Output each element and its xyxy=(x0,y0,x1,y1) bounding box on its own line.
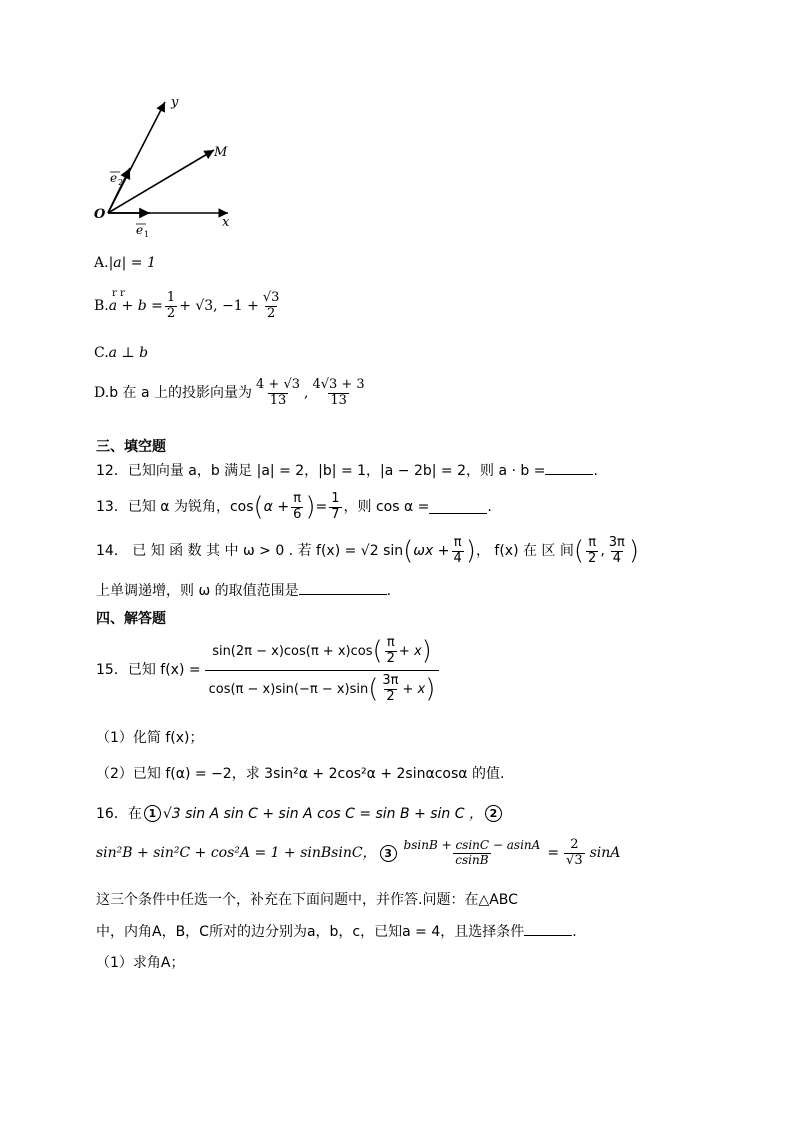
question-16: 16．在 1 √3 sin A sin C + sin A cos C = sin B + sin C ， 2 xyxy=(96,805,502,822)
option-d-frac2: $\frac{4√3 + 3}{13}$ xyxy=(312,377,365,408)
condition-1-marker: 1 xyxy=(144,805,161,822)
question-12: 12．已知向量 a，b 满足 |a| = 2，|b| = 1，|a − 2b| = 2，则 a · b = . xyxy=(96,463,598,479)
option-d-frac1: $\frac{4 + √3}{13}$ xyxy=(256,377,300,408)
vector-figure xyxy=(90,90,250,240)
label-m: M xyxy=(214,145,228,160)
label-e2: e xyxy=(110,171,118,185)
section-heading-fill-blank: 三、填空题 xyxy=(96,439,166,455)
label-y: y xyxy=(171,95,179,110)
question-14-line2: 上单调递增，则 ω 的取值范围是 . xyxy=(96,583,392,599)
label-o: O xyxy=(94,207,106,222)
question-16-line4: 中，内角A，B，C所对的边分别为a，b，c，已知a = 4，且选择条件 . xyxy=(96,924,577,940)
section-heading-solutions: 四、解答题 xyxy=(96,611,166,627)
answer-blank-14[interactable] xyxy=(299,582,387,595)
question-13: 13．已知 α 为锐角，cos ( α + $\frac{\pi}{6}$ ) = $\frac{1}{7}$ ，则 cos α = . xyxy=(96,491,492,523)
question-16-line3: 这三个条件中任选一个，补充在下面问题中，并作答.问题：在△ABC xyxy=(96,892,518,908)
label-e1-sub: 1 xyxy=(144,230,150,239)
option-a: A.|a| = 1 xyxy=(94,255,156,271)
condition-3-marker: 3 xyxy=(380,845,397,862)
option-b-marks: r r xyxy=(112,288,125,299)
answer-blank-12[interactable] xyxy=(545,462,593,475)
option-b-frac1: $\frac{1}{2}$ xyxy=(166,290,176,321)
question-16-part1: （1）求角A； xyxy=(96,955,185,971)
option-d: D. b 在 a 上的投影向量为 $\frac{4 + √3}{13}$ , $\frac{4√3 + 3}{13}$ xyxy=(94,377,365,408)
condition-2-marker: 2 xyxy=(485,805,502,822)
label-e2-sub: 2 xyxy=(118,178,124,187)
label-e1: e xyxy=(136,223,144,237)
question-15-part1: （1）化简 f(x)； xyxy=(96,730,204,746)
label-x: x xyxy=(222,215,230,230)
question-16-line2: sin²B + sin²C + cos²A = 1 + sinBsinC， 3 $\frac{bsinB + csinC - asinA}{csinB}$ = $\frac{2}{√3}$ sinA xyxy=(96,837,621,868)
answer-blank-13[interactable] xyxy=(429,501,487,514)
option-c: C.a ⊥ b xyxy=(94,345,149,361)
option-b: B. a + b = $\frac{1}{2}$ + √3, −1 + $\frac{√3}{2}$ xyxy=(94,290,280,321)
question-14: 14． 已 知 函 数 其 中 ω > 0 . 若 f(x) = √2 sin ( ωx + $\frac{\pi}{4}$ ) ， f(x) 在 区 间 ( $\frac{\pi}{2}$ , $\frac{3\pi}{4}$ ) xyxy=(96,535,640,567)
question-15: 15．已知 f(x) = sin(2π − x)cos(π + x)cos ( $\frac{\pi}{2}$ + x ) cos(π − x)sin(−π − x)sin ( $\frac{3\pi}{2}$ + x ) xyxy=(96,636,439,705)
answer-blank-16[interactable] xyxy=(524,923,572,936)
question-15-part2: （2）已知 f(α) = −2，求 3sin²α + 2cos²α + 2sinαcosα 的值. xyxy=(96,766,505,782)
option-b-frac2: $\frac{√3}{2}$ xyxy=(262,290,280,321)
